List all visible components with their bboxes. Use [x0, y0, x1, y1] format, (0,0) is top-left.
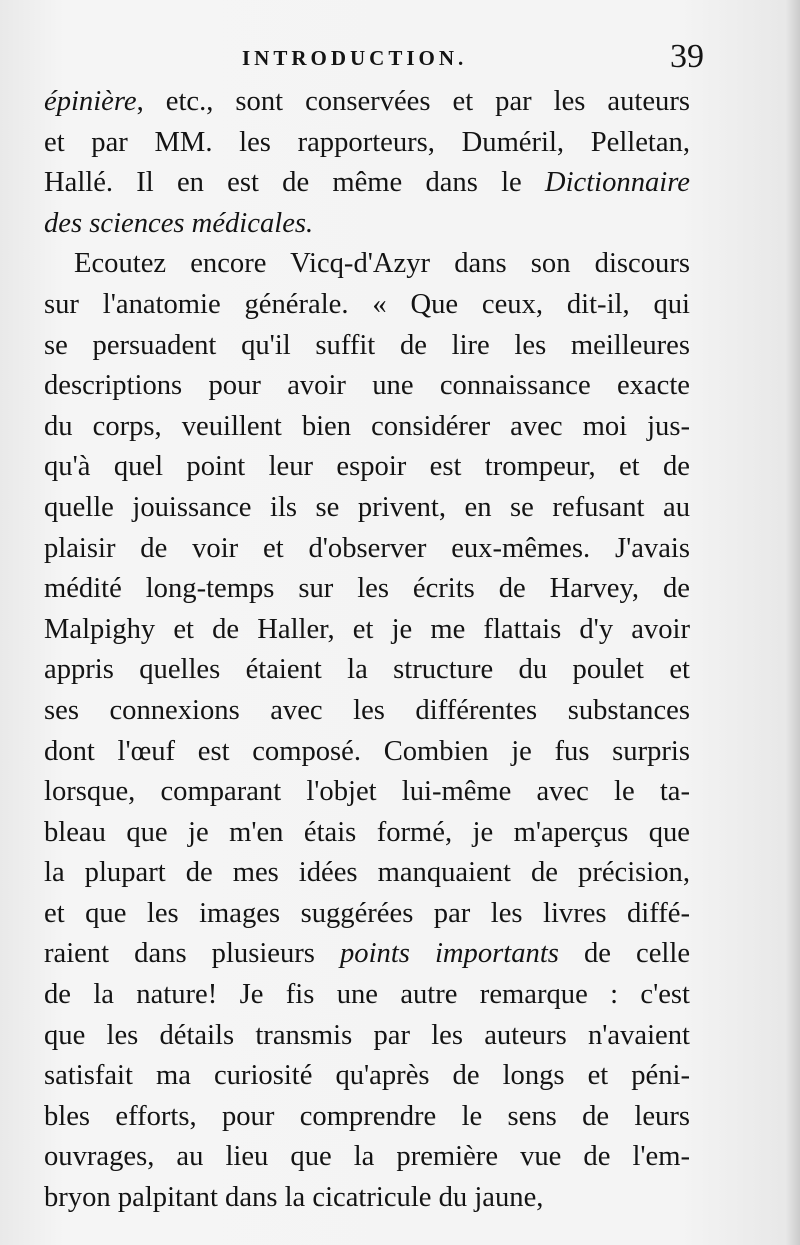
text-run: de la nature! Je fis une autre remarque : c'est: [44, 979, 690, 1011]
text-run: lorsque, comparant l'objet lui-même avec le ta-: [44, 776, 690, 808]
text-run: que les détails transmis par les auteurs n'avaient: [44, 1019, 690, 1051]
text-line: [44, 1056, 690, 1097]
text-run: de celle: [558, 938, 691, 970]
text-run: appris quelles étaient la structure du poulet et: [44, 654, 690, 686]
text-line: [44, 934, 690, 975]
text-run: satisfait ma curiosité qu'après de longs et péni-: [44, 1060, 690, 1092]
text-line: [44, 123, 690, 164]
text-line: [44, 691, 690, 732]
text-line: [44, 244, 690, 285]
text-line: [44, 447, 690, 488]
text-run: sur l'anatomie générale. « Que ceux, dit-il, qui: [44, 288, 690, 320]
text-run: quelle jouissance ils se privent, en se refusant au: [44, 491, 690, 523]
text-run: se persuadent qu'il suffit de lire les meilleures: [44, 329, 690, 361]
text-line: [44, 163, 690, 204]
text-line: [44, 1137, 690, 1178]
text-run: dont l'œuf est composé. Combien je fus surpris: [44, 735, 690, 767]
text-line: [44, 569, 690, 610]
text-run: ouvrages, au lieu que la première vue de l'em-: [44, 1141, 690, 1173]
text-run: , etc., sont conservées et par les auteurs: [136, 86, 690, 117]
text-line: [44, 326, 690, 367]
italic-text: points importants: [339, 938, 559, 970]
text-line: [44, 975, 690, 1016]
page-edge-shadow: [786, 0, 800, 1245]
italic-text: des sciences médicales.: [44, 207, 314, 239]
text-line: [44, 813, 690, 854]
text-line: [44, 1178, 690, 1219]
text-run: Ecoutez encore Vicq-d'Azyr dans son discours: [74, 248, 690, 280]
running-head: INTRODUCTION.: [242, 46, 468, 70]
text-line: [44, 1097, 690, 1138]
text-run: bles efforts, pour comprendre le sens de leurs: [44, 1100, 690, 1132]
body-text: [44, 82, 690, 1219]
text-run: qu'à quel point leur espoir est trompeur, et de: [44, 451, 690, 483]
italic-text: épinière: [44, 86, 137, 117]
text-line: [44, 407, 690, 448]
text-run: plaisir de voir et d'observer eux-mêmes. J'avais: [44, 532, 690, 564]
text-line: [44, 610, 690, 651]
text-line: [44, 366, 690, 407]
text-line: [44, 732, 690, 773]
text-line: [44, 82, 690, 123]
text-run: Malpighy et de Haller, et je me flattais d'y avoir: [44, 613, 690, 645]
text-run: la plupart de mes idées manquaient de précision,: [44, 857, 690, 889]
text-run: médité long-temps sur les écrits de Harvey, de: [44, 573, 690, 605]
text-line: [44, 529, 690, 570]
text-run: et que les images suggérées par les livres diffé-: [44, 897, 690, 929]
text-run: ses connexions avec les différentes substances: [44, 694, 690, 726]
text-line: [44, 772, 690, 813]
text-run: Hallé. Il en est de même dans le: [44, 167, 545, 199]
text-run: bleau que je m'en étais formé, je m'aperçus que: [44, 816, 690, 848]
page-header: [44, 38, 704, 78]
text-line: [44, 853, 690, 894]
text-line: [44, 1016, 690, 1057]
text-line: [44, 650, 690, 691]
text-run: du corps, veuillent bien considérer avec moi jus-: [44, 410, 690, 442]
text-run: bryon palpitant dans la cicatricule du jaune,: [44, 1182, 544, 1214]
text-run: descriptions pour avoir une connaissance exacte: [44, 370, 690, 402]
text-line: [44, 488, 690, 529]
text-line: [44, 204, 690, 245]
page-number: 39: [670, 38, 704, 75]
text-line: [44, 285, 690, 326]
text-run: raient dans plusieurs: [44, 938, 340, 970]
text-run: et par MM. les rapporteurs, Duméril, Pelletan,: [44, 126, 690, 158]
italic-text: Dictionnaire: [544, 167, 690, 199]
text-line: [44, 894, 690, 935]
